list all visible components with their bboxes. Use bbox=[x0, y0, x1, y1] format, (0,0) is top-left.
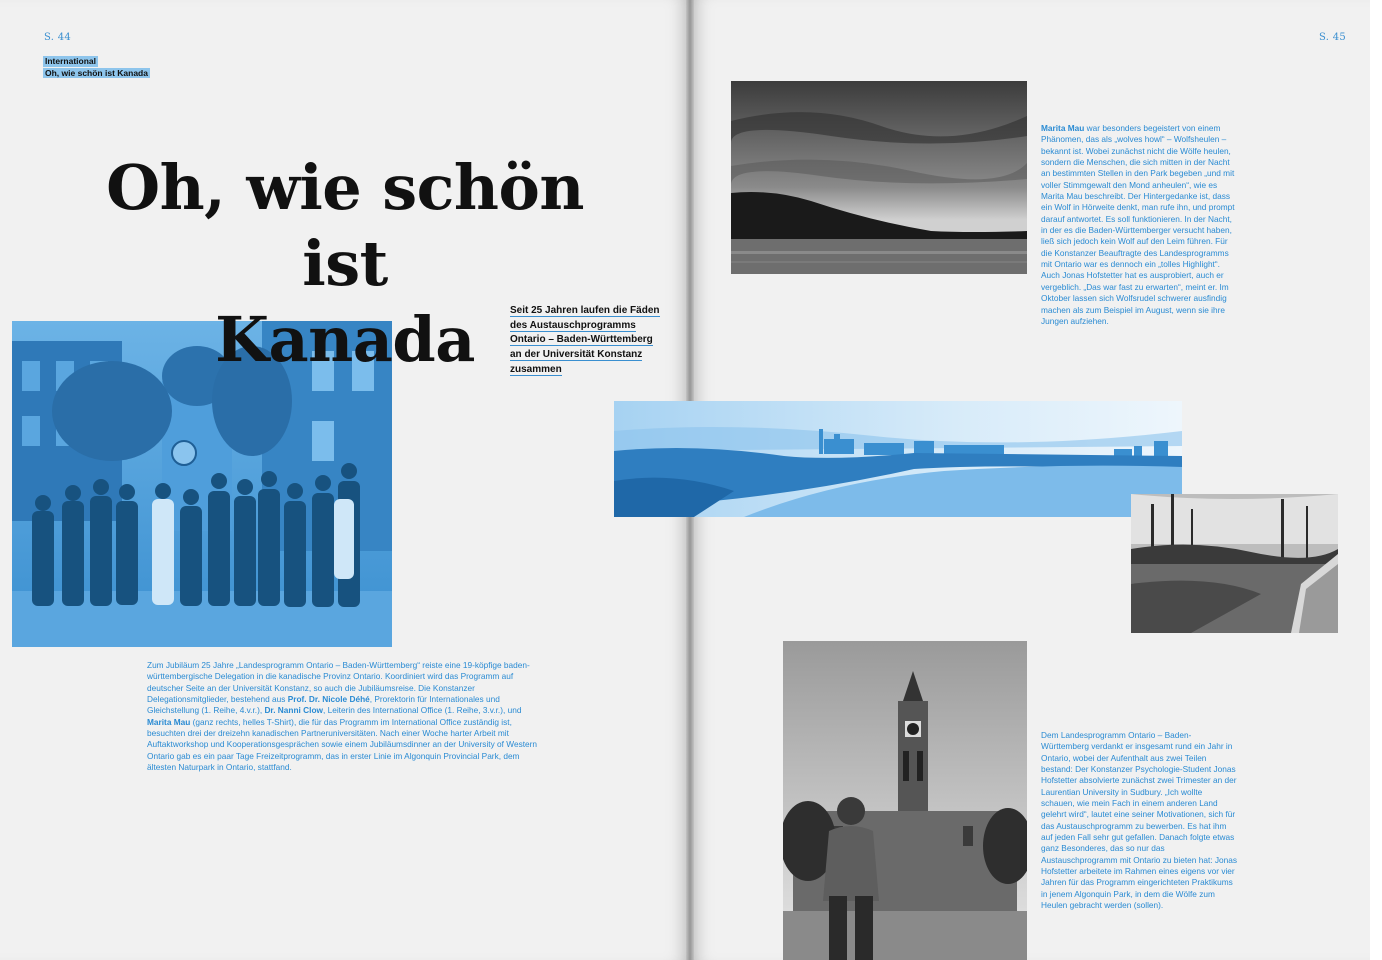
article-paragraph bbox=[1041, 123, 1237, 327]
person-name: Marita Mau bbox=[147, 716, 191, 727]
headline bbox=[100, 150, 590, 378]
ottawa-panorama-photo bbox=[614, 401, 1182, 517]
caption-text: (ganz rechts, helles T-Shirt), die für das Programm im International Office zuständig ist, besuchten drei der dreizehn kanadischen Partneruniversitäten. Nach einer Woche harter Arbeit mit Auftaktworkshop und Kooperationsgesprächen sowie einem Jubiläumsdinner an der University of Western Ontario gab es ein paar Tage Freizeitprogramm, das in erster Linie im Algonquin Provincial Park, dem ältesten Naturpark in Ontario, stattfand. bbox=[147, 716, 538, 773]
headline-line-3: Kanada bbox=[215, 303, 475, 376]
subhead-line: zusammen bbox=[510, 363, 562, 375]
paragraph-text: Dem Landesprogramm Ontario – Baden-Württemberg verdankt er insgesamt rund ein Jahr in Ontario, wobei der Aufenthalt aus zwei Teilen bestand: Der Konstanzer Psychologie-Student Jonas Hofstetter absolvierte zunächst zwei Trimester an der Laurentian University in Sudbury. „Ich wollte schauen, wie mein Fach in einem anderen Land gelehrt wird“, lautet eine seiner Motivationen, sich für das Austauschprogramm zu bewerben. Es hat ihm auf jeden Fall sehr gut gefallen. Danach folgte etwas ganz Besonderes, das so nur das Austauschprogramm mit Ontario zu bieten hat: Jonas Hofstetter arbeitete im Rahmen eines eigens vor vier Jahren für das Programm eingerichteten Praktikums in jenem Algonquin Park, in dem die Wölfe zum Heulen gebracht werden (sollen). bbox=[1041, 730, 1237, 911]
caption-text: , Prorektorin für Internationales und Gleichstellung (1. Reihe, 4.v.r.), bbox=[147, 694, 500, 716]
section-tag bbox=[43, 56, 150, 79]
page-number-left: S. 44 bbox=[44, 32, 72, 43]
section-title: Oh, wie schön ist Kanada bbox=[45, 67, 148, 78]
caption-text: , Leiterin des International Office (1. Reihe, 3.v.r.), und bbox=[322, 705, 522, 716]
paragraph-text: war besonders begeistert von einem Phänomen, das als „wolves howl“ – Wolfsheulen – bekannt ist. Wobei zunächst nicht die Wölfe heulen, sondern die Menschen, die sich mitten in der Nacht an bestimmten Stellen in den Park begeben „und mit voller Stimmgewalt den Mond anheulen“, wie es Marita Mau beschreibt. Der Hintergedanke ist, dass ein Wolf in Hörweite denkt, man rufe ihn, und prompt darauf antwortet. Es soll funktionieren. In der Nacht, in der es die Baden-Württemberger versucht haben, ließ sich jedoch kein Wolf auf den Leim führen. Für die Konstanzer Beauftragte des Landesprogramms mit Ontario war es dennoch ein „tolles Highlight“. Auch Jonas Hofstetter hat es ausprobiert, auch er vergeblich. „Das war fast zu erwarten“, meint er. Im Oktober lassen sich Wolfsrudel schwerer ausfindig machen als zum Beispiel im August, wenn sie ihre Jungen aufziehen. bbox=[1041, 123, 1235, 326]
headline-line-2: ist bbox=[302, 227, 388, 300]
lake-sunset-photo bbox=[731, 81, 1027, 274]
photo-caption bbox=[147, 660, 547, 773]
section-category: International bbox=[45, 56, 97, 66]
subhead-line: an der Universität Konstanz bbox=[510, 349, 643, 361]
subhead-line: des Austauschprogramms bbox=[510, 319, 636, 331]
subhead-line: Seit 25 Jahren laufen die Fäden bbox=[510, 305, 660, 316]
article-paragraph bbox=[1041, 730, 1237, 912]
page-number-right: S. 45 bbox=[1319, 32, 1347, 43]
headline-line-1: Oh, wie schön bbox=[106, 151, 584, 224]
person-name: Marita Mau bbox=[1041, 123, 1085, 133]
peace-tower-portrait-photo bbox=[783, 641, 1027, 960]
person-name: Prof. Dr. Nicole Déhé bbox=[287, 694, 370, 705]
subhead-line: Ontario – Baden-Württemberg bbox=[510, 334, 653, 346]
caption-text: Zum Jubiläum 25 Jahre „Landesprogramm Ontario – Baden-Württemberg“ reiste eine 19-köpfige baden-württembergische Delegation in die kanadische Provinz Ontario. Koordiniert wird das Programm auf deutscher Seite an der Universität Konstanz, so auch die Jubiläumsreise. Die Konstanzer Delegationsmitglieder, bestehend aus bbox=[147, 660, 530, 705]
algonquin-bog-photo bbox=[1131, 494, 1338, 633]
person-name: Dr. Nanni Clow bbox=[264, 705, 323, 716]
